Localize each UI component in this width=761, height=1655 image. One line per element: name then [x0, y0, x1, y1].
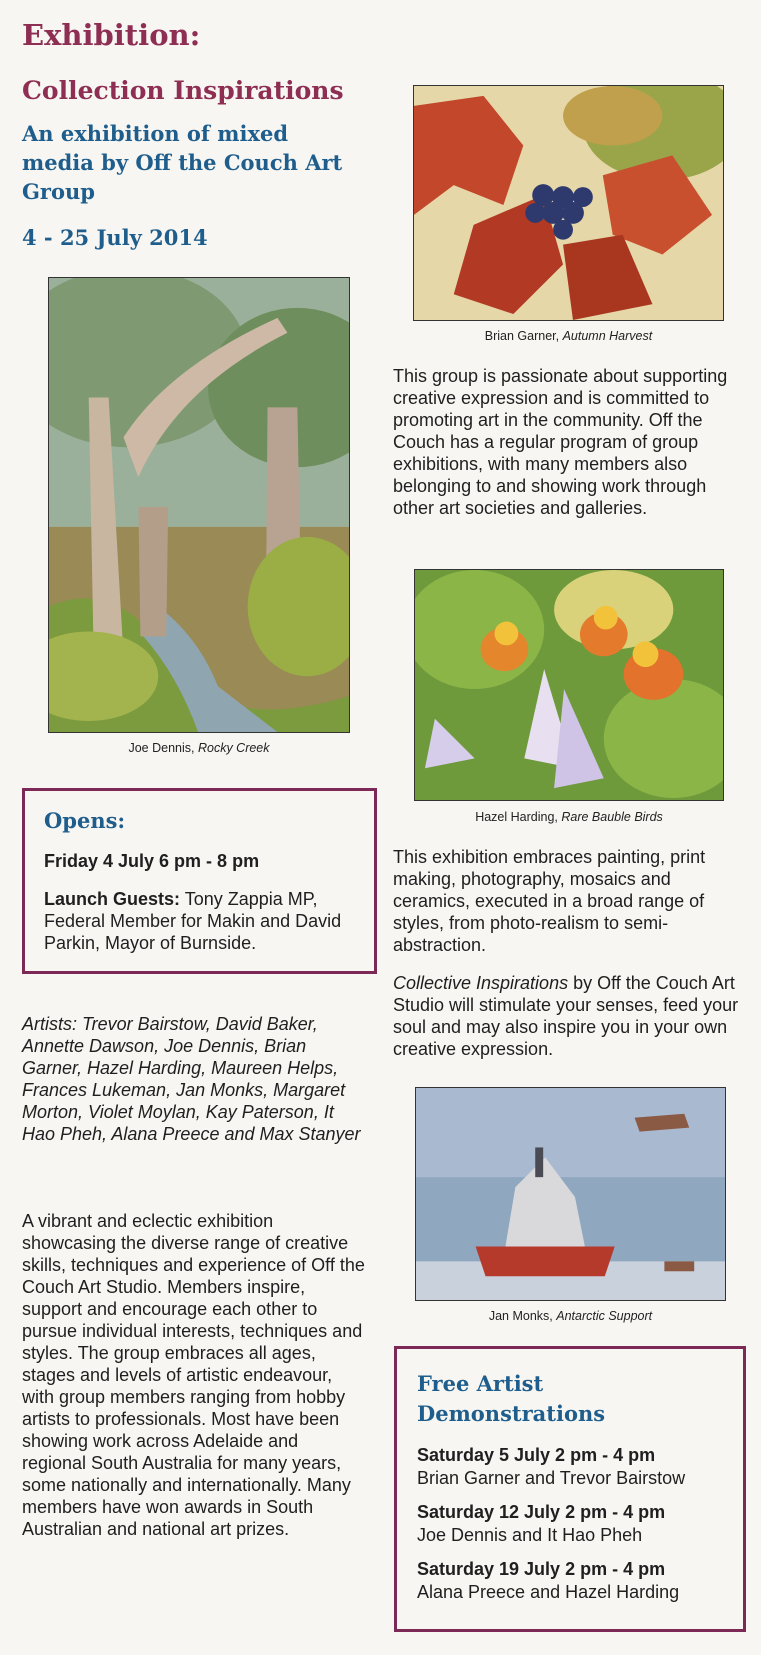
caption-title: Antarctic Support: [556, 1309, 653, 1323]
painting-autumn-harvest: [413, 85, 724, 321]
exhibition-subtitle: An exhibition of mixed media by Off the Couch Art Group: [22, 121, 343, 204]
caption-artist: Jan Monks,: [488, 1309, 553, 1323]
artists-list: Artists: Trevor Bairstow, David Baker, Annette Dawson, Joe Dennis, Brian Garner, Hazel Harding, Maureen Helps, Frances Lukeman, Jan Monks, Margaret Morton, Violet Moylan, Kay Paterson, It Hao Pheh, Alana Preece and Max Stanyer: [22, 1014, 361, 1144]
demo-artists: Brian Garner and Trevor Bairstow: [417, 1468, 686, 1488]
closing-italic-title: Collective Inspirations: [393, 973, 569, 993]
description-right-2: This exhibition embraces painting, print making, photography, mosaics and ceramics, executed in a broad range of styles, from photo-realism to semi-abstraction.: [393, 847, 706, 955]
closing-paragraph: [393, 972, 748, 1060]
painting-rocky-creek: [48, 277, 350, 733]
demo-artists: Joe Dennis and It Hao Pheh: [417, 1525, 643, 1545]
exhibition-dates: 4 - 25 July 2014: [22, 225, 208, 250]
painting-antarctic-support: [415, 1087, 726, 1301]
launch-guests: [44, 888, 354, 954]
caption-title: Rare Bauble Birds: [561, 810, 663, 824]
closing-text: by Off the Couch Art Studio will stimulate your senses, feed your soul and may also inspire you in your own creative expression.: [393, 973, 739, 1059]
demo-datetime: Saturday 12 July 2 pm - 4 pm: [417, 1502, 666, 1522]
opens-heading: Opens:: [44, 808, 126, 833]
demo-artists: Alana Preece and Hazel Harding: [417, 1582, 680, 1602]
demo-session: [417, 1501, 665, 1547]
caption-rocky-creek: [48, 741, 350, 755]
caption-artist: Hazel Harding,: [475, 810, 558, 824]
description-right-1: This group is passionate about supporting creative expression and is committed to promoting art in the community. Off the Couch has a regular program of group exhibitions, with many members also belonging to and showing work through other art societies and galleries.: [393, 366, 728, 518]
opens-datetime: Friday 4 July 6 pm - 8 pm: [44, 851, 260, 871]
description-left: A vibrant and eclectic exhibition showcasing the diverse range of creative skills, techniques and experience of Off the Couch Art Studio. Members inspire, support and encourage each other to pursue individual interests, techniques and styles. The group embraces all ages, stages and levels of artistic endeavour, with group members ranging from hobby artists to professionals. Most have been showing work across Adelaide and regional South Australia for many years, some nationally and internationally. Many members have won awards in South Australian and national art prizes.: [22, 1211, 365, 1539]
demo-session: [417, 1444, 685, 1490]
painting-rare-bauble-birds: [414, 569, 724, 801]
demo-datetime: Saturday 19 July 2 pm - 4 pm: [417, 1559, 666, 1579]
caption-antarctic-support: [415, 1309, 726, 1323]
launch-guests-text: Tony Zappia MP, Federal Member for Makin and David Parkin, Mayor of Burnside.: [44, 889, 342, 953]
demo-datetime: Saturday 5 July 2 pm - 4 pm: [417, 1445, 656, 1465]
caption-artist: Joe Dennis,: [128, 741, 195, 755]
caption-title: Rocky Creek: [197, 741, 270, 755]
caption-rare-bauble-birds: [414, 810, 724, 824]
caption-title: Autumn Harvest: [562, 329, 653, 343]
opens-box: [22, 788, 377, 974]
caption-autumn-harvest: [413, 329, 724, 343]
demo-session: [417, 1558, 679, 1604]
caption-artist: Brian Garner,: [484, 329, 560, 343]
section-heading: Exhibition:: [22, 18, 201, 52]
exhibition-title: Collection Inspirations: [22, 76, 344, 105]
launch-guests-label: Launch Guests:: [44, 889, 181, 909]
demonstrations-box: [394, 1346, 746, 1632]
demonstrations-heading: Free Artist Demonstrations: [417, 1371, 606, 1426]
